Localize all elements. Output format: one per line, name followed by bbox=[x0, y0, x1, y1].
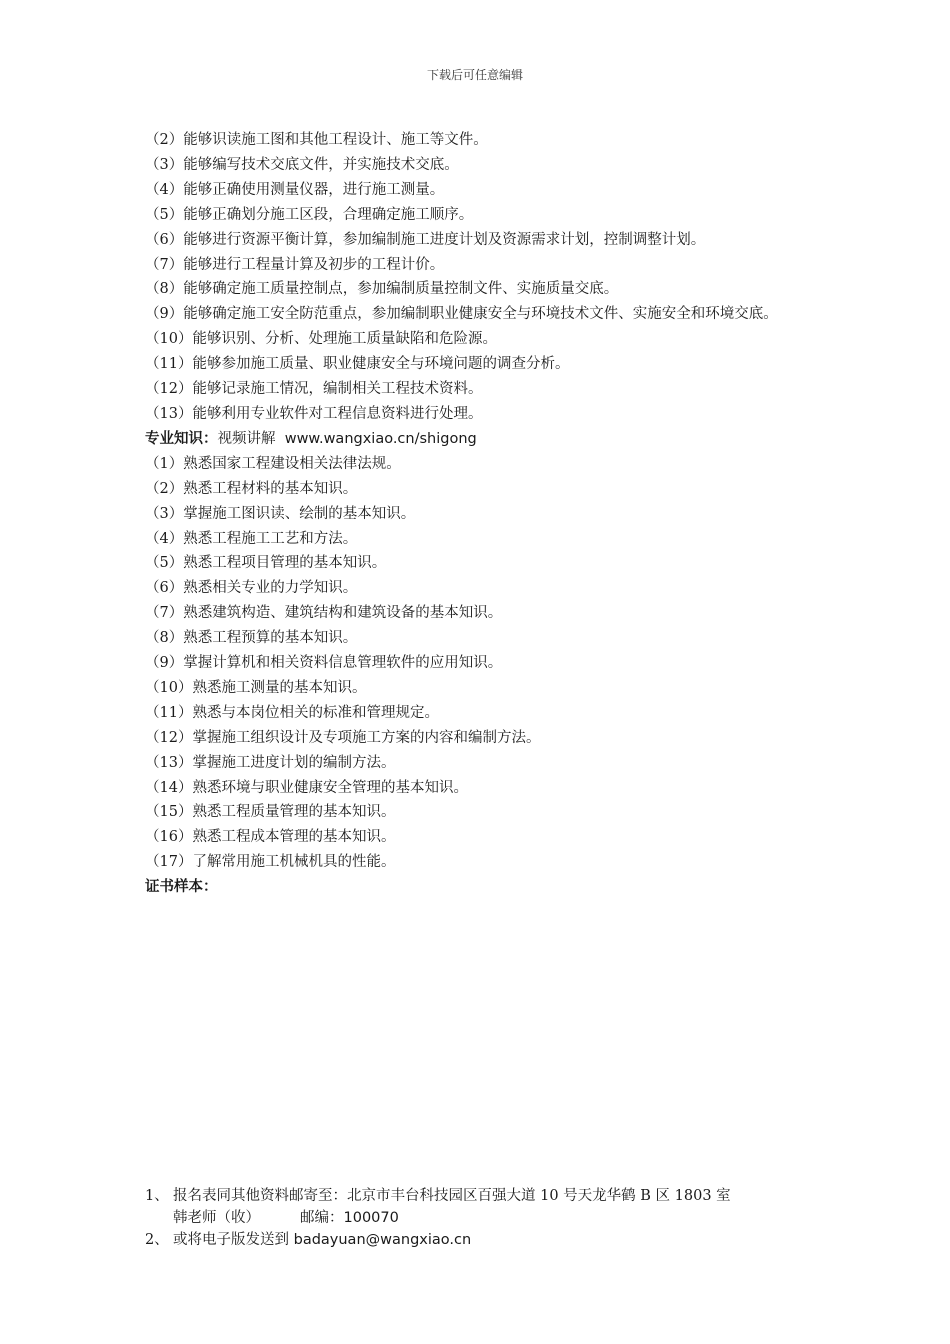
knowledge-item: （11）熟悉与本岗位相关的标准和管理规定。 bbox=[145, 704, 439, 721]
knowledge-item: （3）掌握施工图识读、绘制的基本知识。 bbox=[145, 505, 416, 522]
knowledge-item: （17）了解常用施工机械机具的性能。 bbox=[145, 854, 396, 871]
knowledge-item: （1）熟悉国家工程建设相关法律法规。 bbox=[145, 455, 401, 472]
knowledge-item: （7）熟悉建筑构造、建筑结构和建筑设备的基本知识。 bbox=[145, 605, 503, 622]
postcode-label: 邮编： bbox=[300, 1210, 344, 1226]
ability-item: （7）能够进行工程量计算及初步的工程计价。 bbox=[145, 256, 445, 273]
ability-item: （11）能够参加施工质量、职业健康安全与环境问题的调查分析。 bbox=[145, 356, 570, 373]
email-link[interactable]: badayuan@wangxiao.cn bbox=[293, 1232, 472, 1248]
knowledge-heading-line bbox=[145, 427, 815, 452]
recipient: 韩老师（收） bbox=[173, 1210, 260, 1226]
contact-item-email bbox=[145, 1229, 825, 1251]
knowledge-item: （14）熟悉环境与职业健康安全管理的基本知识。 bbox=[145, 779, 468, 796]
knowledge-item: （8）熟悉工程预算的基本知识。 bbox=[145, 630, 358, 647]
ability-item: （12）能够记录施工情况，编制相关工程技术资料。 bbox=[145, 381, 483, 398]
knowledge-item: （6）熟悉相关专业的力学知识。 bbox=[145, 580, 358, 597]
knowledge-item: （4）熟悉工程施工工艺和方法。 bbox=[145, 530, 358, 547]
email-instruction: 或将电子版发送到 bbox=[173, 1232, 289, 1248]
contact-item-mail bbox=[145, 1185, 825, 1229]
ability-item: （9）能够确定施工安全防范重点，参加编制职业健康安全与环境技术文件、实施安全和环境交底。 bbox=[145, 306, 778, 323]
video-label: 视频讲解 bbox=[217, 430, 276, 447]
video-link[interactable]: www.wangxiao.cn/shigong bbox=[284, 430, 477, 447]
knowledge-item: （16）熟悉工程成本管理的基本知识。 bbox=[145, 829, 396, 846]
contact-item-number: 2、 bbox=[145, 1232, 169, 1248]
knowledge-item: （9）掌握计算机和相关资料信息管理软件的应用知识。 bbox=[145, 655, 503, 672]
ability-item: （4）能够正确使用测量仪器，进行施工测量。 bbox=[145, 181, 445, 198]
ability-item: （8）能够确定施工质量控制点，参加编制质量控制文件、实施质量交底。 bbox=[145, 281, 619, 298]
mail-address: 报名表同其他资料邮寄至：北京市丰台科技园区百强大道 10 号天龙华鹤 B 区 1803 室 bbox=[173, 1188, 731, 1204]
page-header: 下载后可任意编辑 bbox=[426, 68, 523, 82]
ability-item: （10）能够识别、分析、处理施工质量缺陷和危险源。 bbox=[145, 331, 497, 348]
knowledge-item: （15）熟悉工程质量管理的基本知识。 bbox=[145, 804, 396, 821]
ability-item: （2）能够识读施工图和其他工程设计、施工等文件。 bbox=[145, 132, 488, 148]
ability-item: （3）能够编写技术交底文件，并实施技术交底。 bbox=[145, 156, 459, 173]
knowledge-item: （13）掌握施工进度计划的编制方法。 bbox=[145, 754, 396, 771]
knowledge-item: （12）掌握施工组织设计及专项施工方案的内容和编制方法。 bbox=[145, 729, 541, 746]
ability-item: （5）能够正确划分施工区段，合理确定施工顺序。 bbox=[145, 206, 474, 223]
knowledge-item: （5）熟悉工程项目管理的基本知识。 bbox=[145, 555, 387, 572]
ability-item: （13）能够利用专业软件对工程信息资料进行处理。 bbox=[145, 405, 483, 422]
knowledge-list bbox=[145, 452, 815, 875]
postcode: 100070 bbox=[343, 1210, 399, 1226]
ability-list bbox=[145, 128, 815, 427]
knowledge-heading: 专业知识： bbox=[145, 429, 218, 447]
document-body bbox=[145, 128, 815, 900]
certificate-heading: 证书样本： bbox=[145, 878, 218, 896]
knowledge-item: （10）熟悉施工测量的基本知识。 bbox=[145, 679, 367, 696]
contact-list bbox=[145, 1185, 825, 1251]
contact-item-number: 1、 bbox=[145, 1188, 169, 1204]
ability-item: （6）能够进行资源平衡计算，参加编制施工进度计划及资源需求计划，控制调整计划。 bbox=[145, 231, 706, 248]
knowledge-item: （2）熟悉工程材料的基本知识。 bbox=[145, 480, 358, 497]
